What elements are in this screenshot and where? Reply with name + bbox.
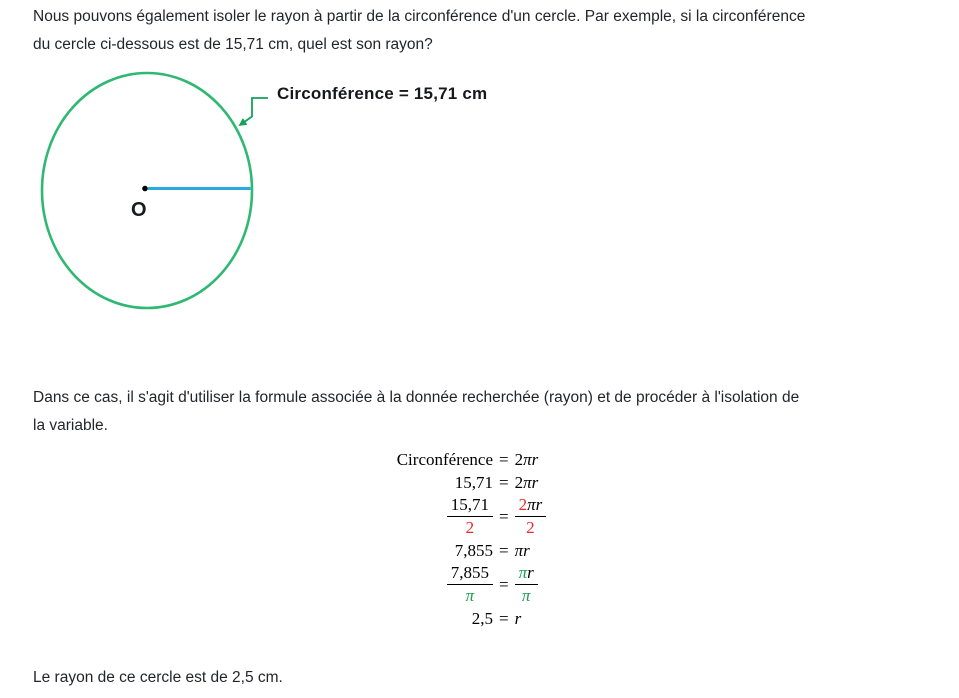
eq5-rhs-numerator bbox=[515, 563, 538, 583]
callout-arrowhead-icon bbox=[239, 118, 248, 126]
eq5-lhs-numerator: 7,855 bbox=[450, 563, 489, 583]
conclusion-paragraph bbox=[33, 664, 283, 692]
eq4-pi-r: πr bbox=[514, 540, 530, 560]
eq2-lhs: 15,71 bbox=[454, 472, 493, 492]
equation-step-4 bbox=[383, 539, 546, 562]
equation-step-5 bbox=[383, 562, 546, 607]
eq1-coefficient: 2 bbox=[514, 449, 524, 469]
equation-step-6 bbox=[383, 607, 546, 630]
equation-step-1 bbox=[383, 448, 546, 471]
fraction-rhs bbox=[515, 563, 538, 605]
intro-paragraph bbox=[33, 3, 805, 59]
eq3-rhs-numerator bbox=[515, 495, 547, 515]
equation-step-3 bbox=[383, 494, 546, 539]
fraction-rhs bbox=[515, 495, 547, 537]
circle-shape bbox=[42, 73, 252, 308]
eq5-rhs-num-pi: π bbox=[518, 563, 528, 583]
eq2-pi-r: πr bbox=[523, 472, 539, 492]
equals-sign: = bbox=[499, 472, 509, 492]
eq3-lhs-denominator: 2 bbox=[465, 518, 475, 538]
eq2-coefficient: 2 bbox=[514, 472, 524, 492]
eq4-lhs: 7,855 bbox=[454, 540, 493, 560]
equals-sign: = bbox=[499, 574, 509, 594]
eq3-rhs-denominator: 2 bbox=[526, 518, 535, 538]
circumference-label: Circonférence = 15,71 cm bbox=[277, 84, 488, 103]
explanation-line-1: Dans ce cas, il s'agit d'utiliser la formule associée à la donnée recherchée (rayon) et de procéder à l'isolation de bbox=[33, 389, 800, 406]
eq3-lhs-numerator: 15,71 bbox=[450, 495, 489, 515]
fraction-lhs bbox=[447, 495, 493, 537]
fraction-bar bbox=[515, 584, 538, 585]
eq6-lhs: 2,5 bbox=[471, 608, 493, 628]
eq5-lhs-denominator: π bbox=[465, 586, 475, 606]
intro-line-2: du cercle ci-dessous est de 15,71 cm, quel est son rayon? bbox=[33, 36, 433, 53]
eq1-lhs: Circonférence bbox=[396, 449, 493, 469]
fraction-bar bbox=[515, 516, 547, 517]
center-dot bbox=[142, 186, 148, 192]
fraction-bar bbox=[447, 584, 493, 585]
eq3-rhs-num-pi-r: πr bbox=[527, 495, 543, 515]
eq6-r: r bbox=[514, 608, 522, 628]
fraction-lhs bbox=[447, 563, 493, 605]
equation-step-2 bbox=[383, 471, 546, 494]
equation-block bbox=[383, 448, 546, 630]
equals-sign: = bbox=[499, 506, 509, 526]
explanation-line-2: la variable. bbox=[33, 417, 108, 434]
intro-line-1: Nous pouvons également isoler le rayon à partir de la circonférence d'un cercle. Par exemple, si la circonférence bbox=[33, 8, 806, 25]
explanation-paragraph bbox=[33, 384, 799, 440]
fraction-bar bbox=[447, 516, 493, 517]
equals-sign: = bbox=[499, 540, 509, 560]
eq5-rhs-num-r: r bbox=[527, 563, 534, 583]
eq1-pi-r: πr bbox=[523, 449, 539, 469]
eq3-rhs-num-coefficient: 2 bbox=[518, 495, 528, 515]
equals-sign: = bbox=[499, 608, 509, 628]
eq5-rhs-denominator: π bbox=[521, 586, 531, 606]
equals-sign: = bbox=[499, 449, 509, 469]
center-label: O bbox=[131, 199, 147, 221]
callout-line bbox=[244, 98, 269, 123]
conclusion-line: Le rayon de ce cercle est de 2,5 cm. bbox=[33, 669, 283, 686]
